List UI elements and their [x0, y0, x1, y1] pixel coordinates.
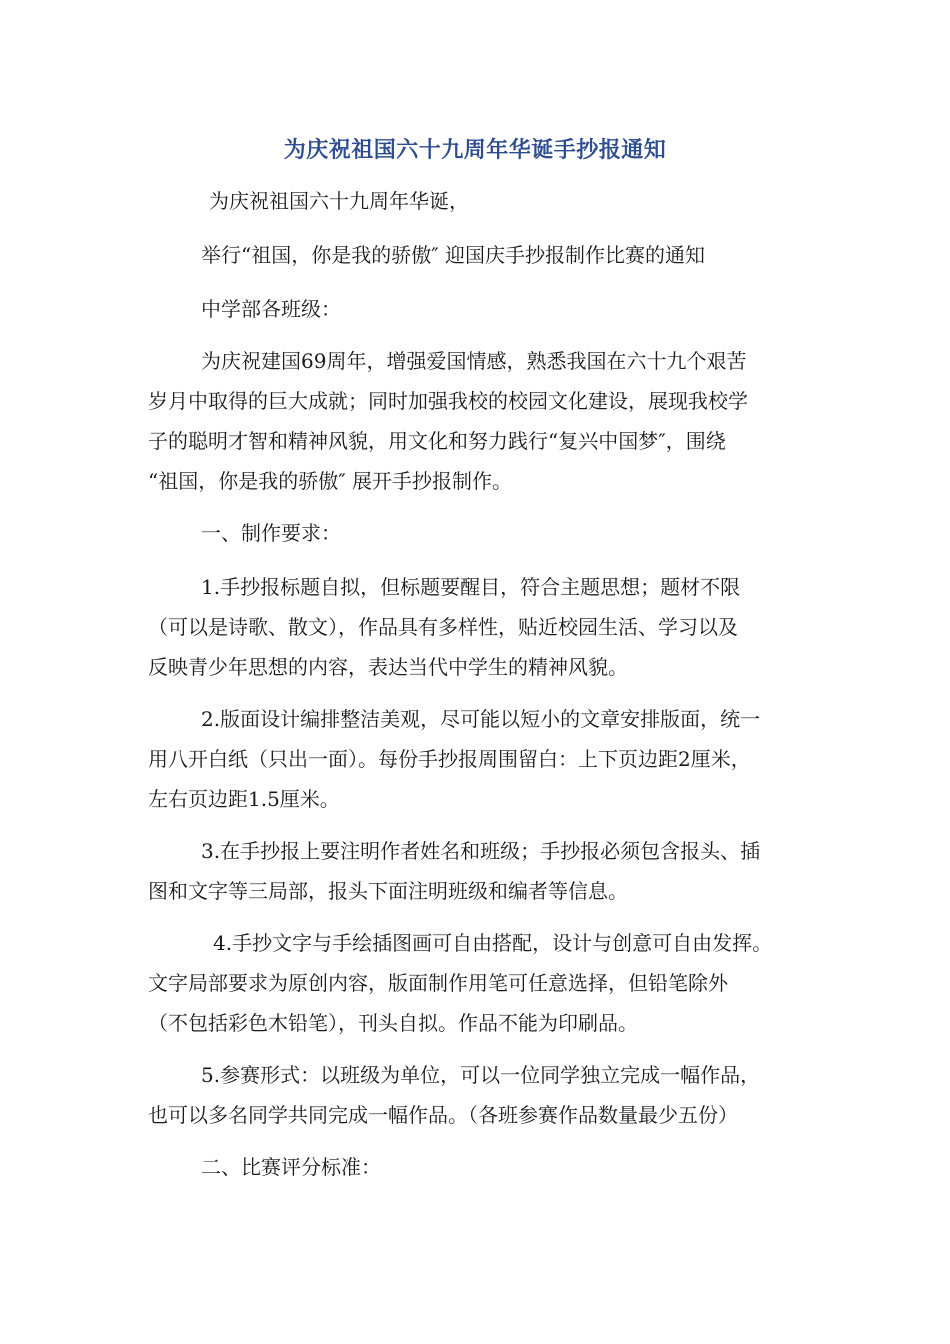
section-heading: 一、制作要求： [201, 521, 341, 545]
paragraph-line: 子的聪明才智和精神风貌，用文化和努力践行“复兴中国梦″，围绕 [148, 429, 726, 453]
requirement-line: 也可以多名同学共同完成一幅作品。（各班参赛作品数量最少五份） [148, 1103, 738, 1127]
requirement-line: 1.手抄报标题自拟，但标题要醒目，符合主题思想；题材不限 [201, 575, 741, 599]
paragraph-line: “祖国，你是我的骄傲″ 展开手抄报制作。 [148, 469, 513, 493]
requirement-line: 5.参赛形式：以班级为单位，可以一位同学独立完成一幅作品， [201, 1063, 761, 1087]
subtitle-line: 举行“祖国，你是我的骄傲″ 迎国庆手抄报制作比赛的通知 [201, 243, 706, 267]
section-heading: 二、比赛评分标准： [201, 1155, 381, 1179]
requirement-line: 左右页边距1.5厘米。 [148, 787, 340, 811]
requirement-line: 图和文字等三局部，报头下面注明班级和编者等信息。 [148, 879, 628, 903]
paragraph-line: 为庆祝建国69周年，增强爱国情感，熟悉我国在六十九个艰苦 [201, 349, 747, 373]
requirement-line: （不包括彩色木铅笔），刊头自拟。作品不能为印刷品。 [148, 1011, 638, 1035]
addressee-line: 中学部各班级： [201, 297, 341, 321]
requirement-line: 反映青少年思想的内容，表达当代中学生的精神风貌。 [148, 655, 628, 679]
requirement-line: 文字局部要求为原创内容，版面制作用笔可任意选择，但铅笔除外 [148, 971, 728, 995]
document-title: 为庆祝祖国六十九周年华诞手抄报通知 [283, 138, 667, 163]
requirement-line: 4.手抄文字与手绘插图画可自由搭配，设计与创意可自由发挥。 [213, 931, 773, 955]
requirement-line: 3.在手抄报上要注明作者姓名和班级；手抄报必须包含报头、插 [201, 839, 761, 863]
paragraph-line: 岁月中取得的巨大成就；同时加强我校的校园文化建设，展现我校学 [148, 389, 748, 413]
requirement-line: 用八开白纸（只出一面）。每份手抄报周围留白：上下页边距2厘米， [148, 747, 751, 771]
requirement-line: （可以是诗歌、散文），作品具有多样性，贴近校园生活、学习以及 [148, 615, 738, 639]
intro-line: 为庆祝祖国六十九周年华诞， [209, 189, 469, 213]
requirement-line: 2.版面设计编排整洁美观，尽可能以短小的文章安排版面，统一 [201, 707, 761, 731]
